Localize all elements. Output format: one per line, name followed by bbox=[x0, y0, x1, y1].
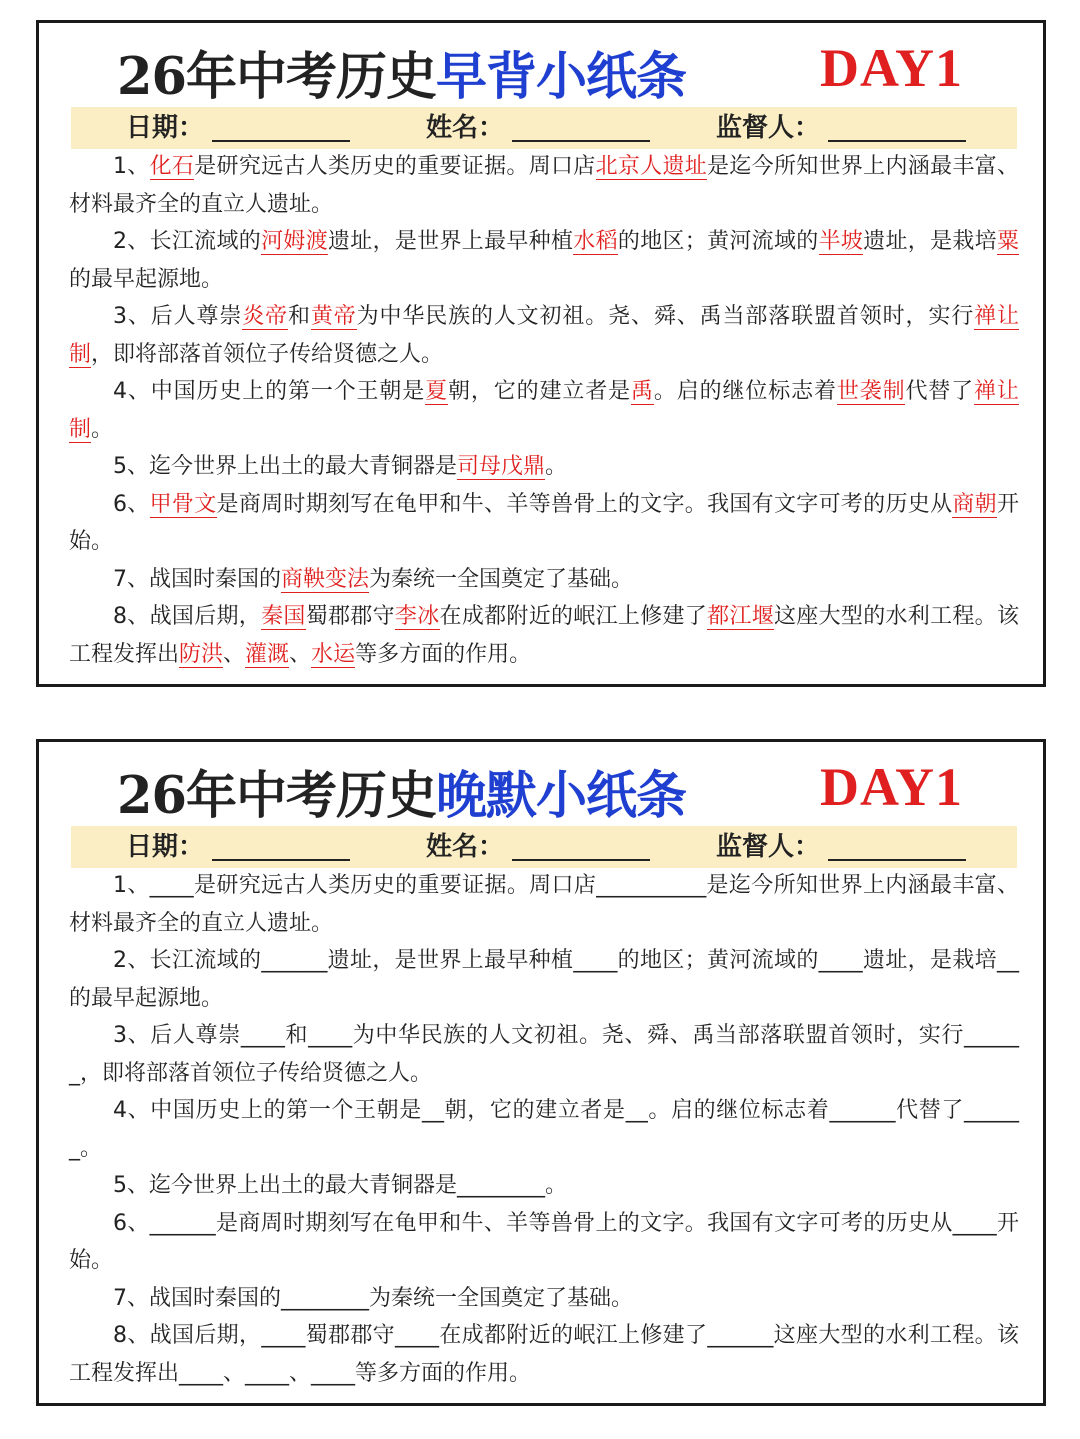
item-8: 8、战国后期，秦国蜀郡郡守李冰在成都附近的岷江上修建了都江堰这座大型的水利工程。该工程发挥出防洪、灌溉、水运等多方面的作用。 bbox=[69, 604, 1019, 667]
title-accent: 晚默小纸条 bbox=[435, 766, 686, 826]
item-5: 5、迄今世界上出土的最大青铜器是________。 bbox=[113, 1173, 567, 1198]
answer: 司母戊鼎 bbox=[457, 454, 546, 479]
answer: 甲骨文 bbox=[149, 491, 217, 517]
title-main: 26年中考历史 bbox=[117, 47, 436, 107]
name-field bbox=[426, 109, 650, 147]
item-7: 7、战国时秦国的商鞅变法为秦统一全国奠定了基础。 bbox=[113, 566, 634, 592]
date-field bbox=[126, 828, 350, 866]
supervisor-line bbox=[828, 114, 966, 142]
item-6: 6、甲骨文是商周时期刻写在龟甲和牛、羊等兽骨上的文字。我国有文字可考的历史从商朝开始。 bbox=[69, 491, 1019, 554]
supervisor-line bbox=[828, 833, 966, 861]
answer: 禹 bbox=[631, 379, 654, 404]
item-4: 4、中国历史上的第一个王朝是夏朝，它的建立者是禹。启的继位标志着世袭制代替了禅让制。 bbox=[69, 379, 1019, 442]
answer: 炎帝 bbox=[242, 304, 288, 329]
date-line bbox=[212, 833, 350, 861]
morning-title bbox=[117, 35, 686, 109]
name-line bbox=[512, 833, 650, 861]
item-8: 8、战国后期，____蜀郡郡守____在成都附近的岷江上修建了______这座大型的水利工程。该工程发挥出____、____、____等多方面的作用。 bbox=[69, 1323, 1019, 1386]
answer: 禅让制 bbox=[69, 379, 1019, 442]
info-bar bbox=[71, 107, 1017, 149]
item-1: 1、化石是研究远古人类历史的重要证据。周口店北京人遗址是迄今所知世界上内涵最丰富、材料最齐全的直立人遗址。 bbox=[69, 154, 1019, 217]
answer: 半坡 bbox=[818, 229, 864, 254]
title-main: 26年中考历史 bbox=[117, 766, 436, 826]
date-label: 日期： bbox=[126, 113, 205, 143]
answer: 防洪 bbox=[179, 641, 224, 667]
item-3: 3、后人尊崇炎帝和黄帝为中华民族的人文初祖。尧、舜、禹当部落联盟首领时，实行禅让制，即将部落首领位子传给贤德之人。 bbox=[69, 304, 1019, 367]
answer: 粟 bbox=[996, 229, 1019, 254]
answer: 化石 bbox=[149, 154, 195, 179]
date-line bbox=[212, 114, 350, 142]
answer: 都江堰 bbox=[707, 604, 774, 629]
name-line bbox=[512, 114, 650, 142]
item-5: 5、迄今世界上出土的最大青铜器是司母戊鼎。 bbox=[113, 454, 568, 479]
answer: 水稻 bbox=[573, 229, 618, 254]
supervisor-field bbox=[716, 109, 966, 147]
item-2: 2、长江流域的______遗址，是世界上最早种植____的地区；黄河流域的____遗址，是栽培__的最早起源地。 bbox=[69, 948, 1019, 1011]
answer: 夏 bbox=[425, 379, 449, 404]
evening-title bbox=[117, 754, 686, 828]
answer: 商朝 bbox=[952, 491, 997, 517]
evening-content bbox=[69, 867, 1019, 1392]
item-2: 2、长江流域的河姆渡遗址，是世界上最早种植水稻的地区；黄河流域的半坡遗址，是栽培粟的最早起源地。 bbox=[69, 229, 1019, 292]
answer: 水运 bbox=[311, 641, 356, 667]
name-label: 姓名： bbox=[426, 113, 505, 143]
supervisor-field bbox=[716, 828, 966, 866]
answer: 商鞅变法 bbox=[281, 566, 370, 592]
date-label: 日期： bbox=[126, 832, 205, 862]
item-1: 1、____是研究远古人类历史的重要证据。周口店__________是迄今所知世界上内涵最丰富、材料最齐全的直立人遗址。 bbox=[69, 873, 1019, 936]
answer: 河姆渡 bbox=[261, 229, 328, 254]
evening-card bbox=[36, 739, 1046, 1406]
answer: 秦国 bbox=[261, 604, 306, 629]
answer: 北京人遗址 bbox=[595, 154, 708, 179]
day-label: DAY1 bbox=[819, 38, 963, 98]
title-accent: 早背小纸条 bbox=[435, 47, 686, 107]
name-label: 姓名： bbox=[426, 832, 505, 862]
answer: 灌溉 bbox=[245, 641, 290, 667]
item-6: 6、______是商周时期刻写在龟甲和牛、羊等兽骨上的文字。我国有文字可考的历史从____开始。 bbox=[69, 1210, 1019, 1273]
morning-content bbox=[69, 148, 1019, 673]
day-label: DAY1 bbox=[819, 757, 963, 817]
date-field bbox=[126, 109, 350, 147]
item-4: 4、中国历史上的第一个王朝是__朝，它的建立者是__。启的继位标志着______代替了______。 bbox=[69, 1098, 1019, 1161]
morning-card bbox=[36, 20, 1046, 687]
item-7: 7、战国时秦国的________为秦统一全国奠定了基础。 bbox=[113, 1285, 633, 1311]
answer: 世袭制 bbox=[836, 379, 906, 404]
name-field bbox=[426, 828, 650, 866]
answer: 李冰 bbox=[394, 604, 440, 629]
answer: 禅让制 bbox=[69, 304, 1019, 367]
item-3: 3、后人尊崇____和____为中华民族的人文初祖。尧、舜、禹当部落联盟首领时，实行______，即将部落首领位子传给贤德之人。 bbox=[69, 1023, 1019, 1086]
answer: 黄帝 bbox=[310, 304, 357, 329]
supervisor-label: 监督人： bbox=[716, 113, 821, 143]
supervisor-label: 监督人： bbox=[716, 832, 821, 862]
info-bar bbox=[71, 826, 1017, 868]
